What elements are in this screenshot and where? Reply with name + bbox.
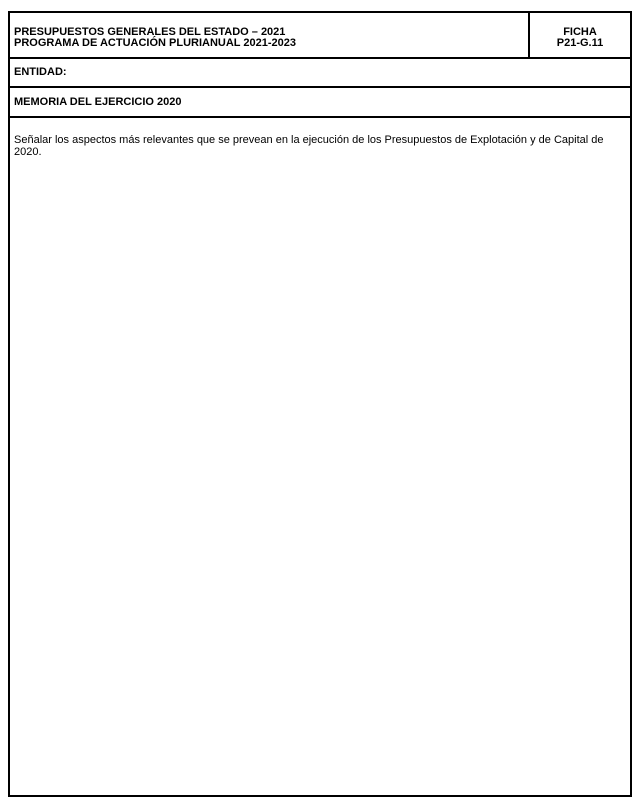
form-title-line-1: PRESUPUESTOS GENERALES DEL ESTADO – 2021: [14, 26, 286, 38]
entidad-field: [10, 59, 630, 88]
budget-form: [8, 11, 632, 797]
ficha-block: [530, 13, 630, 57]
form-title-block: [10, 13, 530, 57]
ficha-code: P21-G.11: [556, 37, 604, 49]
form-header: [10, 13, 630, 59]
memoria-heading-row: [10, 88, 630, 118]
ficha-label: FICHA: [563, 26, 597, 38]
instruction-text: Señalar los aspectos más relevantes que se prevean en la ejecución de los Presupuestos de Explotación y de Capital de 2020.: [14, 134, 604, 158]
memoria-heading: MEMORIA DEL EJERCICIO 2020: [14, 96, 182, 108]
form-title-line-2: PROGRAMA DE ACTUACIÓN PLURIANUAL 2021-2023: [14, 37, 296, 49]
entidad-label: ENTIDAD:: [14, 66, 67, 78]
